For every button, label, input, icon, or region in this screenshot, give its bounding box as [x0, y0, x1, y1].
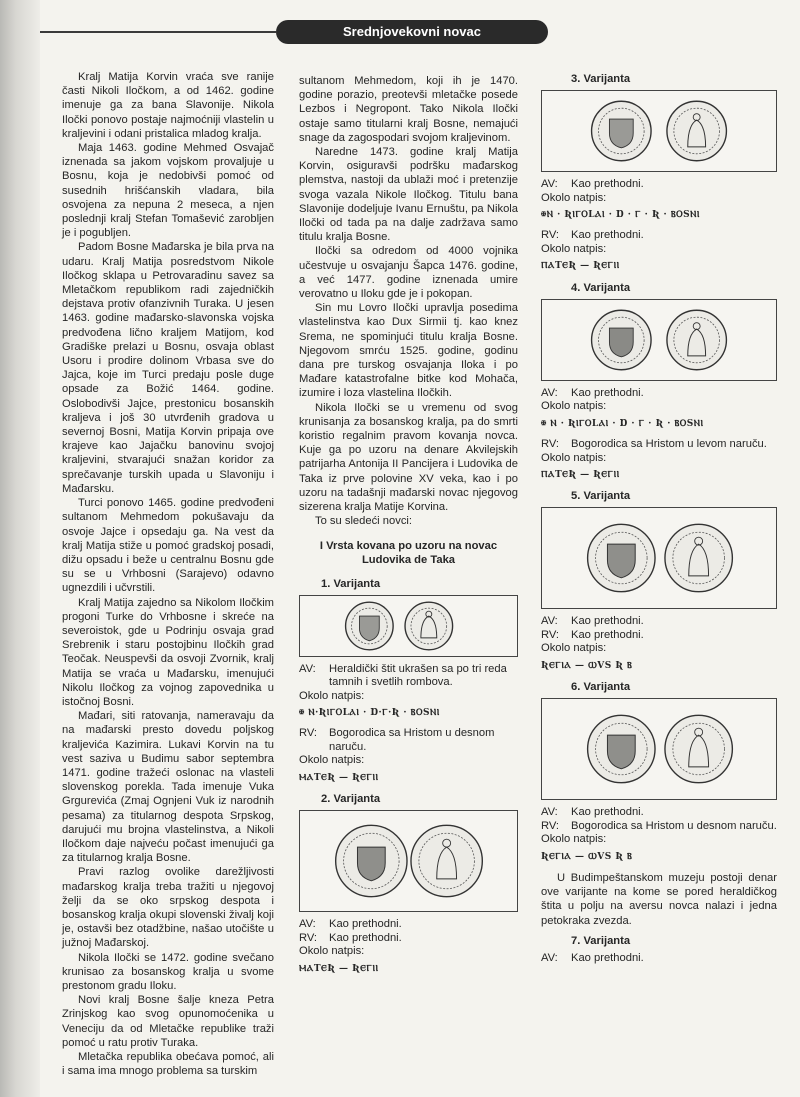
paragraph: Mađari, siti ratovanja, nameravaju da na mađarski presto dovedu poljskog kraljevića Kazimira. Lukavi Korvin na tu vest saziva u Budimu sabor septembra 1471. godine tražeći oslonac na vlasteli slovenskog porekla. Tada imenuje Vuka Grgurevića (Zmaj Ognjeni Vuk iz narodnih pesama) za titularnog despota Srpskog, darujući mu brojna vlastelinstva, a Nikoli Iločkom daje najveću počast imenujući ga za titularnog kralja Bosne. — [62, 710, 274, 865]
inscription-label: Okolo natpis: — [541, 242, 607, 255]
inscription-label: Okolo natpis: — [299, 945, 365, 958]
inscription-legend: ⲘⲀTⲈƦ — ƦⲈⲄⲒⲒ — [299, 963, 379, 974]
running-header: Srednjovekovni novac — [276, 20, 548, 44]
paragraph: Padom Bosne Mađarska je bila prva na udaru. Kralj Matija posredstvom Nikole Iločkog sklapa u Petrovaradinu savez sa Mletačkom republikom radi zajedničkih dejstava protiv ofanzivnih Turaka. U jesen 1463. godine mađarsko-slavonska vojska predvođena lično kraljem Matijom, kod Gradiške prelazi u Bosnu, osvaja oblast Usoru i prodire dolinom Vrbasa sve do Jajca, koje im Turci predaju posle duge opsade za Božić 1464. godine. Oslobodivši Jajce, prestonicu bosanskih kraljeva i još 30 utvrđenih gradova u severnoj Bosni, Matija Korvin pripaja ove krajeve kao Jajačku banovinu svojoj kraljevini, stvarajući snažan koridor za sprečavanje turskih upada u Slavoniju i Mađarsku. — [62, 241, 274, 495]
inscription-legend: ⲠⲀTⲈƦ — ƦⲈⲄⲒⲒ — [541, 261, 620, 272]
coin-illustration-icon — [542, 91, 776, 171]
column-1 — [62, 70, 274, 1078]
section-title: I Vrsta kovana po uzoru na novac Ludovika de Taka — [319, 539, 498, 566]
inscription-label: Okolo natpis: — [541, 833, 607, 846]
paragraph: Novi kralj Bosne šalje kneza Petra Zrinjskog kao svog opunomoćenika u Veneciju da od Mletačke republike traži pomoć u ratu protiv Turaka. — [62, 994, 274, 1049]
inscription-label: Okolo natpis: — [299, 689, 365, 702]
paragraph: Naredne 1473. godine kralj Matija Korvin, osiguravši podršku mađarskog plemstva, nastoji da ublaži moć i pretenzije svoga vazala Nikole Iločkog. Titulu bana Slavonije dodeljuje Ivanu Ernuštu, pa Nikola Iločki od tada pa na dalje zadržava samo titulu kralja Bosne. — [299, 146, 518, 244]
inscription-legend: ⲘⲀTⲈƦ — ƦⲈⲄⲒⲒ — [299, 772, 379, 783]
header-rule — [40, 31, 276, 33]
rv-description: Bogorodica sa Hristom u desnom naruču. — [571, 819, 777, 832]
av-label: AV: — [541, 615, 558, 628]
note-paragraph: U Budimpeštanskom muzeju postoji denar ove varijante na kome se pored heraldičkog štita u polju na aversu novca nalazi i jedna petokraka zvezda. — [541, 872, 777, 927]
av-label: AV: — [541, 806, 558, 819]
coin-figure — [541, 698, 777, 800]
column-2 — [299, 74, 518, 983]
paragraph: Nikola Iločki se 1472. godine svečano krunisao za bosanskog kralja u svome prestonom gradu Iloku. — [62, 951, 274, 992]
coin-figure — [299, 810, 518, 912]
variant-title: 5. Varijanta — [571, 490, 631, 503]
av-label: AV: — [299, 662, 316, 675]
av-label: AV: — [541, 386, 558, 399]
paragraph: Mletačka republika obećava pomoć, ali i sama ima mnogo problema sa turskim — [62, 1051, 274, 1078]
av-description: Kao prethodni. — [571, 615, 644, 628]
paragraph: To su sledeći novci: — [315, 515, 413, 528]
coin-figure — [299, 595, 518, 657]
paragraph: sultanom Mehmedom, koji ih je 1470. godine porazio, preotevši mletačke posede Lezbos i Negropont. Tako Nikola Iločki ostaje samo titularni kralj Bosne, nemajući snage da zagospodari svojom kraljevinom. — [299, 75, 518, 144]
rv-label: RV: — [541, 438, 560, 451]
rv-description: Bogorodica sa Hristom u levom naruču. — [571, 438, 767, 451]
rv-label: RV: — [541, 229, 560, 242]
variant-title: 7. Varijanta — [571, 934, 631, 947]
coin-figure — [541, 299, 777, 381]
inscription-label: Okolo natpis: — [541, 642, 607, 655]
variant-title: 6. Varijanta — [571, 681, 631, 694]
inscription-legend: ✠Ⲛ · ƦⲒⲄⲞLⲀⲒ · Ɒ · Ⲅ · Ʀ · ⲂⲞSⲚⲒ — [541, 210, 700, 221]
paragraph: Maja 1463. godine Mehmed Osvajač iznenada sa jakom vojskom provaljuje u Bosnu, koja je nedobivši pomoć od susednih hrišćanskih vladara, bila osvojena za nepuna 2 meseca, a njen poslednji kralj Stefan Tomašević zarobljen je i pogubljen. — [62, 142, 274, 240]
av-description: Heraldički štit ukrašen sa po tri reda tamnih i svetlih rombova. — [329, 662, 507, 689]
av-label: AV: — [299, 918, 316, 931]
av-description: Kao prethodni. — [571, 952, 644, 965]
coin-illustration-icon — [300, 811, 517, 911]
rv-label: RV: — [299, 931, 318, 944]
coin-illustration-icon — [542, 300, 776, 380]
coin-figure — [541, 507, 777, 609]
rv-description: Kao prethodni. — [329, 931, 402, 944]
av-label: AV: — [541, 178, 558, 191]
paragraph: Sin mu Lovro Iločki upravlja posedima vlastelinstva kao Dux Sirmii tj. kao knez Srema, ne spominjući titulu kralja Bosne. Njegovom smrću 1525. godine, godinu dana pre turskog osvajanja Iloka i po Mađare katastrofalne bitke kod Mohača, izumire i loza vlastelina Iločkih. — [299, 302, 518, 400]
rv-description: Kao prethodni. — [571, 628, 644, 641]
variant-title: 4. Varijanta — [571, 281, 631, 294]
coin-illustration-icon — [300, 596, 517, 656]
inscription-legend: ✠ Ⲛ · ƦⲒⲄⲞLⲀⲒ · Ɒ · Ⲅ · Ʀ · ⲂⲞSⲚⲒ — [541, 418, 704, 429]
inscription-legend: ƦⲈⲄⲒⲀ — ⲰVS Ʀ Ⲃ — [541, 851, 633, 862]
paragraph: Iločki sa odredom od 4000 vojnika učestvuje u osvajanju Šapca 1476. godine, a već 1477. godine iznenada umire verovatno u Iloku gde je i pokopan. — [299, 245, 518, 301]
inscription-legend: ⲠⲀTⲈƦ — ƦⲈⲄⲒⲒ — [541, 470, 620, 481]
coin-illustration-icon — [542, 699, 776, 799]
variant-title: 3. Varijanta — [571, 73, 631, 85]
av-description: Kao prethodni. — [571, 806, 644, 819]
paragraph: Pravi razlog ovolike darežljivosti mađarskog kralja treba tražiti u njegovoj želji da se oko srpskog despota i bosanskog kralja okupi slovenski živalj koji je, ostavši bez otadžbine, našao utočište u južnoj Mađarskoj. — [62, 866, 274, 950]
paragraph: Turci ponovo 1465. godine predvođeni sultanom Mehmedom pokušavaju da osvoje Jajce i opsedaju ga. Na vest da kralj Matija stiže u pomoć gradskoj posadi, dižu opsadu i beže u centralnu Bosnu gde su se u Vrhbosni (Sarajevo) odavno ugnezdili i učvrstili. — [62, 497, 274, 595]
av-description: Kao prethodni. — [571, 386, 644, 399]
av-description: Kao prethodni. — [571, 178, 644, 191]
page-binding-edge — [0, 0, 40, 1097]
paragraph: Kralj Matija Korvin vraća sve ranije časti Nikoli Iločkom, a od 1462. godine imenuje ga za bana Slavonije. Nikola Iločki ponovo postaje najmoćniji vlastelin u kraljevini i odani pristalica mladog kralja. — [62, 71, 274, 140]
rv-label: RV: — [541, 628, 560, 641]
rv-label: RV: — [541, 819, 560, 832]
coin-figure — [541, 90, 777, 172]
paragraph: Kralj Matija zajedno sa Nikolom Iločkim progoni Turke do Vrhbosne i skreće na severoistok, gde u Podrinju osvaja grad Srebrenik i staru postojbinu Iločkih grad Teočak. Neuspevši da osvoji Zvornik, kralj Matija se vraća u Mađarsku, imenujući Nikolu Iločkog za vojnog zapovednika u istočnoj Bosni. — [62, 596, 274, 708]
inscription-label: Okolo natpis: — [541, 451, 607, 464]
av-label: AV: — [541, 952, 558, 965]
inscription-legend: ƦⲈⲄⲒⲀ — ⲰVS Ʀ Ⲃ — [541, 660, 633, 671]
column-3 — [541, 66, 777, 966]
av-description: Kao prethodni. — [329, 918, 402, 931]
rv-description: Kao prethodni. — [571, 229, 644, 242]
variant-title: 2. Varijanta — [321, 793, 381, 806]
paragraph: Nikola Iločki se u vremenu od svog krunisanja za bosanskog kralja, pa do smrti koristio regalnim pravom kovanja novca. Kuje ga po uzoru na denare Akvilejskih patrijarha Antonija II Pancijera i Ludovika de Taka iz prve polovine XV veka, kao i po uzoru na tadašnji mađarski novac njegovog sizerena kralja Matije Korvina. — [299, 401, 518, 514]
inscription-legend: ✠ Ⲛ·ƦⲒⲄⲞLⲀⲒ · Ɒ·Ⲅ·Ʀ · ⲂⲞSⲚⲒ — [299, 708, 440, 719]
inscription-label: Okolo natpis: — [541, 191, 607, 204]
rv-label: RV: — [299, 727, 318, 740]
rv-description: Bogorodica sa Hristom u desnom naruču. — [329, 727, 495, 753]
coin-illustration-icon — [542, 508, 776, 608]
variant-title: 1. Varijanta — [321, 577, 381, 590]
inscription-label: Okolo natpis: — [299, 754, 365, 767]
inscription-label: Okolo natpis: — [541, 400, 607, 413]
